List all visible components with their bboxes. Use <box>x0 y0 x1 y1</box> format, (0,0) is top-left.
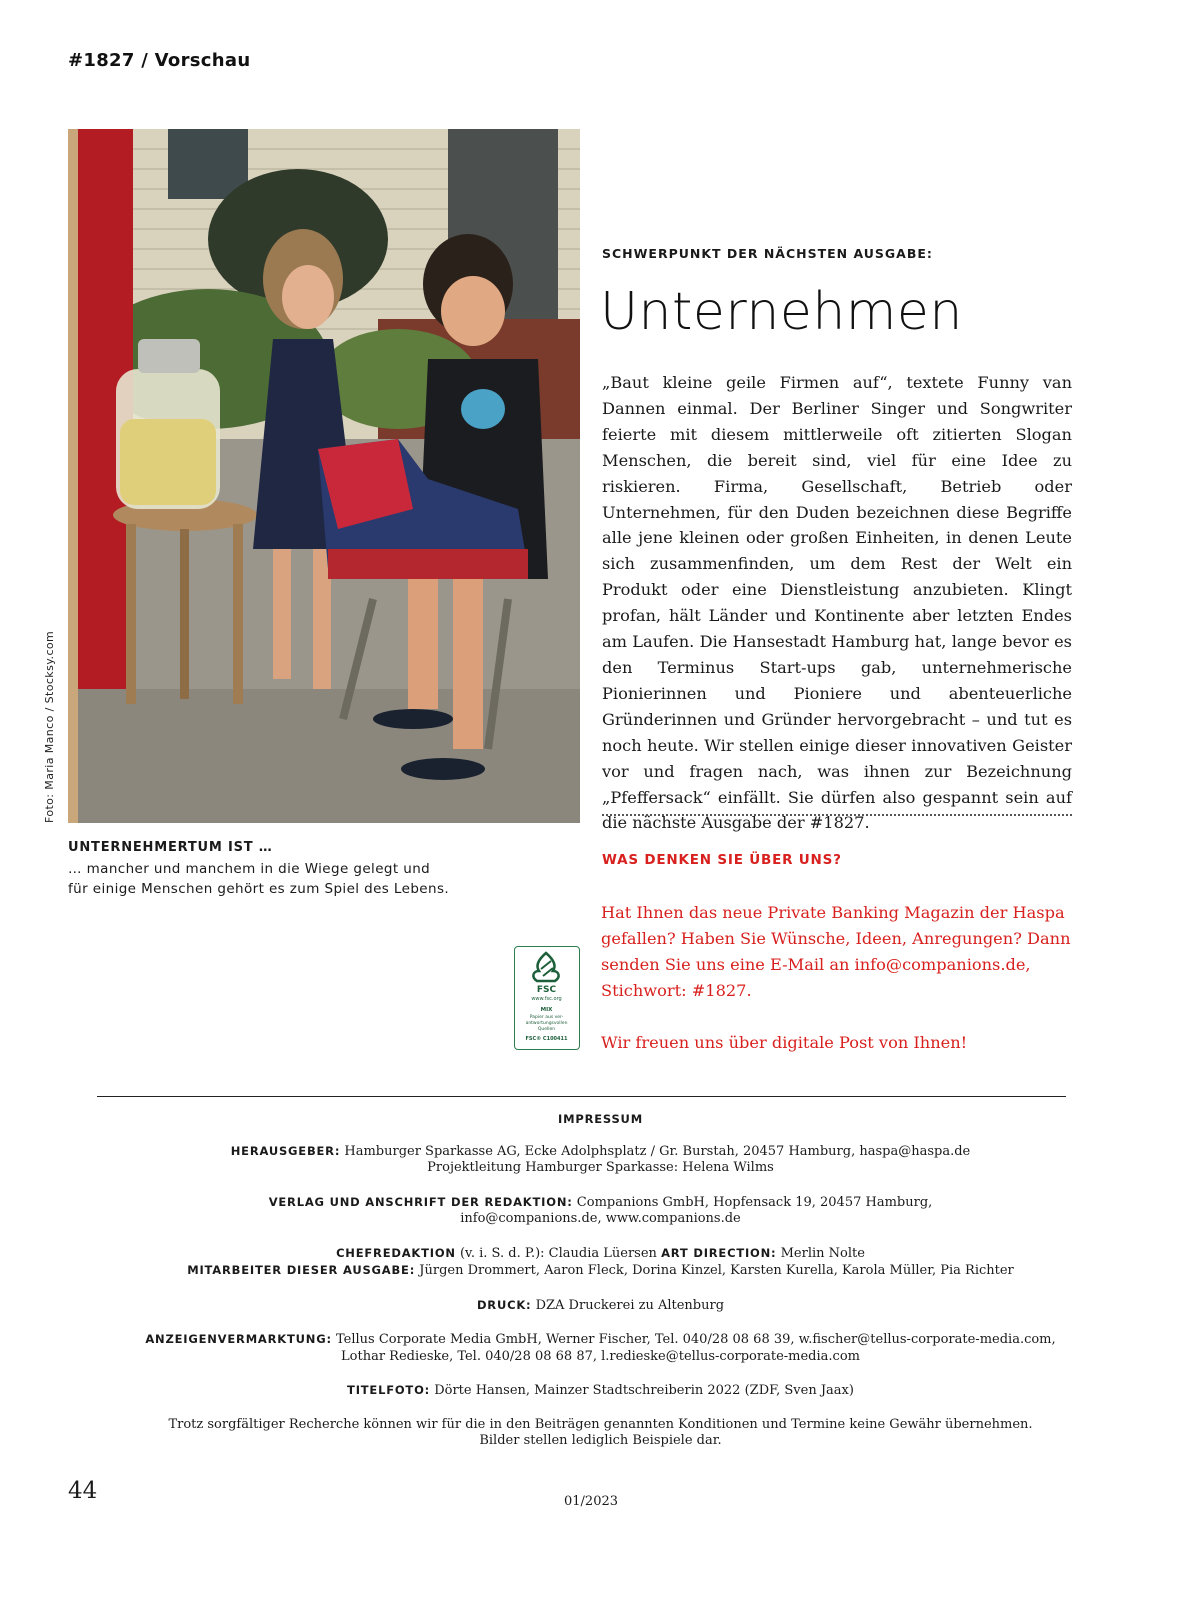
feedback-closing: Wir freuen uns über digitale Post von Ihnen! <box>601 1033 968 1052</box>
impressum-text: Trotz sorgfältiger Recherche können wir für die in den Beiträgen genannten Konditionen und Termine keine Gewähr übernehmen. <box>168 1416 1033 1432</box>
fsc-mix: MIX <box>540 1007 553 1013</box>
issue-header: #1827 / Vorschau <box>68 50 251 71</box>
impressum-disclaimer <box>97 1417 1104 1450</box>
issue-date: 01/2023 <box>564 1494 619 1509</box>
fsc-label: FSC <box>536 985 557 995</box>
impressum-label: MITARBEITER DIESER AUSGABE: <box>187 1263 416 1277</box>
photo-credit: Foto: Maria Manco / Stocksy.com <box>43 630 56 823</box>
article-photo <box>68 129 580 823</box>
fsc-logo <box>514 946 580 1050</box>
impressum-text: Hamburger Sparkasse AG, Ecke Adolphsplatz / Gr. Burstah, 20457 Hamburg, haspa@haspa.de <box>344 1143 971 1159</box>
impressum-anzeigen <box>97 1331 1104 1365</box>
feedback-paragraph: Hat Ihnen das neue Private Banking Magazin der Haspa gefallen? Haben Sie Wünsche, Ideen, Anregungen? Dann senden Sie uns eine E-Mail an info@companions.de, Stichwort: #1827. <box>601 903 1071 1000</box>
impressum-text: Companions GmbH, Hopfensack 19, 20457 Hamburg, <box>576 1194 933 1210</box>
fsc-url: www.fsc.org <box>531 996 562 1002</box>
impressum-verlag <box>97 1194 1104 1228</box>
impressum-text: Jürgen Drommert, Aaron Fleck, Dorina Kinzel, Karsten Kurella, Karola Müller, Pia Richter <box>419 1263 1014 1278</box>
impressum-text: Projektleitung Hamburger Sparkasse: Helena Wilms <box>427 1160 774 1175</box>
impressum-text: (v. i. S. d. P.): Claudia Lüersen <box>459 1245 657 1261</box>
impressum-label: ART DIRECTION: <box>661 1245 777 1260</box>
article-kicker: SCHWERPUNKT DER NÄCHSTEN AUSGABE: <box>602 246 933 261</box>
dotted-divider <box>602 814 1072 816</box>
caption-line: … mancher und manchem in die Wiege gelegt und <box>68 861 431 877</box>
fsc-code: FSC® C100411 <box>525 1036 568 1042</box>
fsc-text: Quellen <box>537 1027 556 1032</box>
photo-children-lemonade-stand-icon <box>68 129 580 823</box>
fsc-text: antwortungsvollen <box>525 1021 568 1026</box>
impressum-label: CHEFREDAKTION <box>336 1245 456 1260</box>
impressum <box>97 1111 1104 1467</box>
impressum-text: Merlin Nolte <box>780 1245 865 1261</box>
caption-line: für einige Menschen gehört es zum Spiel des Lebens. <box>68 881 450 897</box>
impressum-rule <box>97 1096 1066 1097</box>
article-headline: Unternehmen <box>600 282 963 342</box>
impressum-text: Dörte Hansen, Mainzer Stadtschreiberin 2022 (ZDF, Sven Jaax) <box>434 1383 854 1398</box>
impressum-title: IMPRESSUM <box>558 1112 643 1126</box>
impressum-label: TITELFOTO: <box>347 1383 431 1397</box>
impressum-redaktion <box>97 1245 1104 1280</box>
impressum-herausgeber <box>97 1143 1104 1177</box>
impressum-text: DZA Druckerei zu Altenburg <box>535 1297 725 1313</box>
fsc-text: Papier aus ver- <box>529 1015 564 1020</box>
impressum-label: VERLAG UND ANSCHRIFT DER REDAKTION: <box>268 1194 573 1209</box>
feedback-body <box>601 900 1073 1082</box>
impressum-text: Tellus Corporate Media GmbH, Werner Fischer, Tel. 040/28 08 68 39, w.fischer@tellus-corporate-media.com, <box>335 1332 1056 1347</box>
impressum-label: ANZEIGENVERMARKTUNG: <box>145 1332 332 1346</box>
impressum-titelfoto <box>97 1382 1104 1400</box>
page-number: 44 <box>68 1478 98 1504</box>
feedback-title: WAS DENKEN SIE ÜBER UNS? <box>602 852 842 868</box>
impressum-text: info@companions.de, www.companions.de <box>460 1211 741 1226</box>
impressum-label: HERAUSGEBER: <box>230 1143 341 1158</box>
article-body: „Baut kleine geile Firmen auf“, textete Funny van Dannen einmal. Der Berliner Singer und Songwriter feierte mit diesem mittlerweile oft zitierten Slogan Menschen, die bereit sind, viel für eine Idee zu riskieren. Firma, Gesellschaft, Betrieb oder Unternehmen, für den Duden bezeichnen diese Begriffe alle jene kleinen oder großen Einheiten, in denen Leute sich zusammenfinden, um dem Rest der Welt ein Produkt oder eine Dienstleistung anzubieten. Klingt profan, hält Länder und Kontinente aber letzten Endes am Laufen. Die Hansestadt Hamburg hat, lange bevor es den Terminus Start-ups gab, unternehmerische Pionierinnen und Pioniere und abenteuerliche Gründerinnen und Gründer hervorgebracht – und tut es noch heute. Wir stellen einige dieser innovativen Geister vor und fragen nach, was ihnen zur Bezeichnung „Pfeffersack“ einfällt. Sie dürfen also gespannt sein auf die nächste Ausgabe der #1827. <box>602 373 1072 833</box>
caption-body <box>68 859 488 899</box>
impressum-druck <box>97 1297 1104 1315</box>
impressum-text: Bilder stellen lediglich Beispiele dar. <box>479 1433 722 1448</box>
impressum-text: Lothar Redieske, Tel. 040/28 08 68 87, l.redieske@tellus-corporate-media.com <box>341 1348 860 1364</box>
caption-title: UNTERNEHMERTUM IST … <box>68 840 273 855</box>
fsc-tree-icon <box>519 951 574 985</box>
impressum-label: DRUCK: <box>476 1297 532 1312</box>
